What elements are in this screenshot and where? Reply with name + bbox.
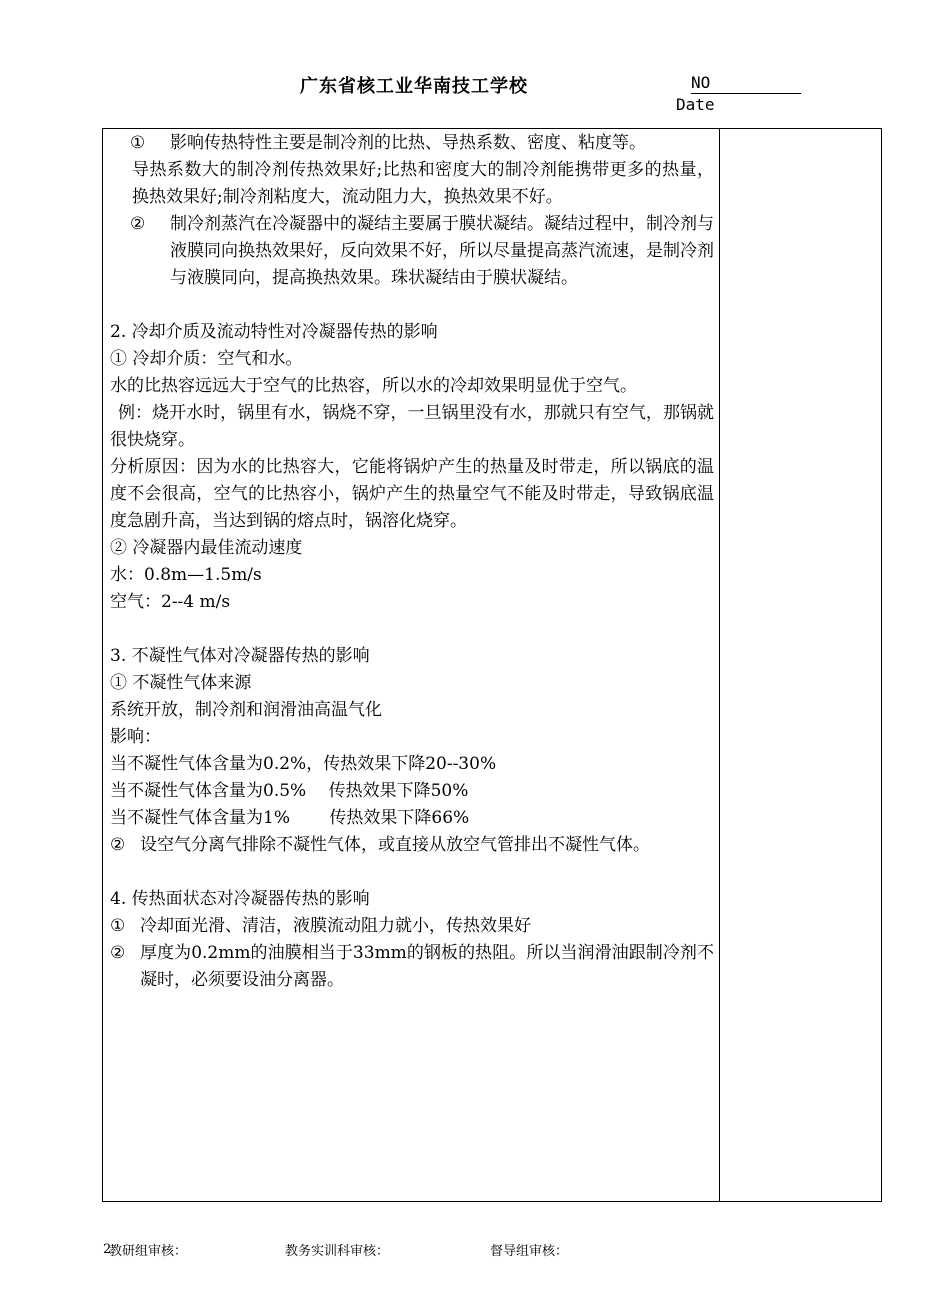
list-item (110, 211, 714, 292)
review-supervision-group: 督导组审核： (490, 1244, 569, 1259)
list-item: ① 不凝性气体来源 (110, 673, 252, 693)
paragraph: 水的比热容远远大于空气的比热容，所以水的冷却效果明显优于空气。 (110, 376, 637, 396)
section-heading: 4. 传热面状态对冷凝器传热的影响 (110, 889, 370, 909)
item-number: ① (110, 916, 126, 936)
paragraph: 影响： (110, 727, 161, 747)
item-number: ② (110, 835, 126, 855)
paragraph: 例：烧开水时，锅里有水，锅烧不穿，一旦锅里没有水，那就只有空气，那锅就很快烧穿。 (110, 403, 714, 450)
review-teaching-group: 教研组审核： (109, 1244, 188, 1259)
list-item (110, 913, 714, 940)
paragraph: 当不凝性气体含量为0.5% 传热效果下降50% (110, 781, 469, 801)
paragraph: 系统开放，制冷剂和润滑油高温气化 (110, 700, 382, 720)
list-item (110, 832, 714, 859)
section-heading: 2. 冷却介质及流动特性对冷凝器传热的影响 (110, 322, 438, 342)
page-number: 2 (103, 1242, 112, 1257)
item-number: ② (130, 214, 146, 234)
review-academic-affairs: 教务实训科审核： (285, 1244, 390, 1259)
list-item (110, 130, 714, 157)
paragraph: 设空气分离气排除不凝性气体，或直接从放空气管排出不凝性气体。 (140, 835, 650, 855)
column-divider (719, 128, 720, 1202)
list-item (110, 940, 714, 994)
paragraph: 导热系数大的制冷剂传热效果好;比热和密度大的制冷剂能携带更多的热量，换热效果好;制冷剂粘度大，流动阻力大，换热效果不好。 (132, 160, 714, 207)
paragraph: 空气：2--4 m/s (110, 592, 231, 612)
list-item: ① 冷却介质：空气和水。 (110, 349, 303, 369)
section-heading: 3. 不凝性气体对冷凝器传热的影响 (110, 646, 370, 666)
no-label: NO (691, 73, 711, 92)
main-content (110, 130, 714, 994)
no-underline (691, 93, 801, 94)
list-item: ② 冷凝器内最佳流动速度 (110, 538, 303, 558)
paragraph: 厚度为0.2mm的油膜相当于33mm的钢板的热阻。所以当润滑油跟制冷剂不凝时，必须要设油分离器。 (140, 943, 714, 990)
paragraph: 冷却面光滑、清洁，液膜流动阻力就小，传热效果好 (140, 916, 531, 936)
paragraph: 影响传热特性主要是制冷剂的比热、导热系数、密度、粘度等。 (170, 133, 646, 153)
paragraph: 当不凝性气体含量为1% 传热效果下降66% (110, 808, 470, 828)
item-number: ① (130, 133, 146, 153)
school-title: 广东省核工业华南技工学校 (300, 76, 528, 97)
paragraph: 制冷剂蒸汽在冷凝器中的凝结主要属于膜状凝结。凝结过程中，制冷剂与液膜同向换热效果好，反向效果不好，所以尽量提高蒸汽流速，是制冷剂与液膜同向，提高换热效果。珠状凝结由于膜状凝结。 (170, 214, 714, 288)
date-label: Date (676, 95, 715, 114)
paragraph: 分析原因：因为水的比热容大，它能将锅炉产生的热量及时带走，所以锅底的温度不会很高，空气的比热容小，锅炉产生的热量空气不能及时带走，导致锅底温度急剧升高，当达到锅的熔点时，锅溶化烧穿。 (110, 457, 714, 531)
paragraph: 当不凝性气体含量为0.2%，传热效果下降20--30% (110, 754, 497, 774)
paragraph: 水：0.8m—1.5m/s (110, 565, 262, 585)
item-number: ② (110, 943, 126, 963)
